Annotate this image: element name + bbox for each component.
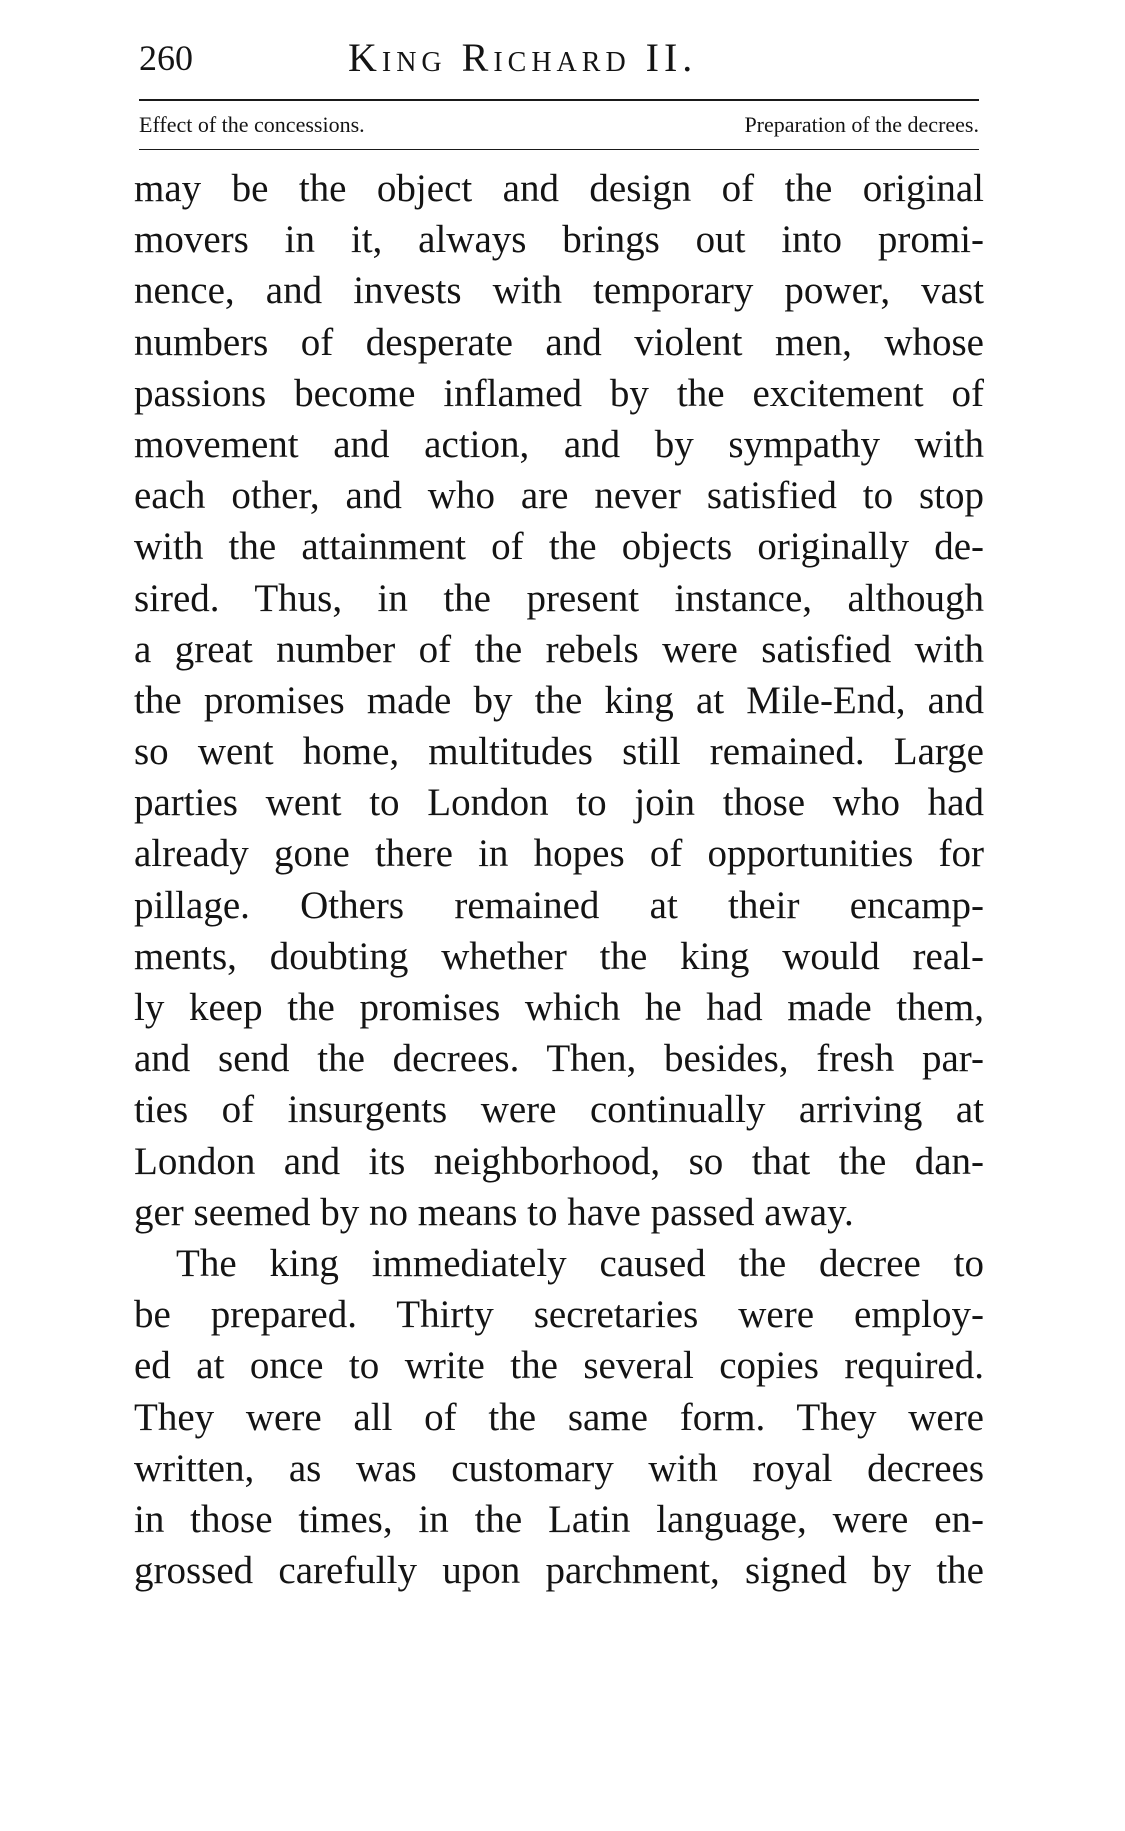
section-subheader bbox=[139, 110, 979, 140]
text-line: pillage. Others remained at their encamp- bbox=[134, 883, 984, 927]
text-line: movement and action, and by sympathy with bbox=[134, 422, 984, 466]
text-line: with the attainment of the objects originally de- bbox=[134, 525, 984, 569]
text-line: parties went to London to join those who had bbox=[134, 781, 984, 825]
body-text bbox=[134, 163, 984, 1596]
text-line: written, as was customary with royal decrees bbox=[134, 1446, 984, 1490]
subheader-right: Preparation of the decrees. bbox=[744, 112, 979, 137]
text-line: so went home, multitudes still remained. Large bbox=[134, 730, 984, 774]
page-header bbox=[139, 34, 979, 90]
text-line: London and its neighborhood, so that the dan- bbox=[134, 1139, 984, 1183]
text-line: and send the decrees. Then, besides, fresh par- bbox=[134, 1037, 984, 1081]
running-title: King Richard II. bbox=[348, 35, 698, 80]
text-line: be prepared. Thirty secretaries were employ- bbox=[134, 1293, 984, 1337]
text-line: nence, and invests with temporary power, vast bbox=[134, 269, 984, 313]
subheader-left: Effect of the concessions. bbox=[139, 112, 365, 137]
text-line: the promises made by the king at Mile-End, and bbox=[134, 678, 984, 722]
text-line: grossed carefully upon parchment, signed by the bbox=[134, 1549, 984, 1593]
page-number: 260 bbox=[139, 38, 193, 78]
header-rule bbox=[139, 99, 979, 101]
text-line: ger seemed by no means to have passed away. bbox=[134, 1190, 854, 1234]
text-line: a great number of the rebels were satisfied with bbox=[134, 627, 984, 671]
text-line: ed at once to write the several copies required. bbox=[134, 1344, 984, 1388]
text-line: movers in it, always brings out into promi- bbox=[134, 218, 984, 262]
text-line: numbers of desperate and violent men, whose bbox=[134, 320, 984, 364]
text-line: ly keep the promises which he had made them, bbox=[134, 986, 984, 1029]
text-line: The king immediately caused the decree to bbox=[176, 1241, 984, 1285]
text-line: passions become inflamed by the excitement of bbox=[134, 371, 984, 415]
text-line: may be the object and design of the original bbox=[134, 167, 984, 210]
text-line: They were all of the same form. They were bbox=[134, 1395, 984, 1439]
text-line: ments, doubting whether the king would real- bbox=[134, 934, 984, 978]
text-line: in those times, in the Latin language, were en- bbox=[134, 1497, 984, 1541]
text-line: sired. Thus, in the present instance, although bbox=[134, 576, 984, 620]
text-line: each other, and who are never satisfied to stop bbox=[134, 474, 984, 518]
text-line: already gone there in hopes of opportunities for bbox=[134, 832, 984, 876]
subheader-rule bbox=[139, 149, 979, 150]
text-line: ties of insurgents were continually arriving at bbox=[134, 1088, 984, 1132]
